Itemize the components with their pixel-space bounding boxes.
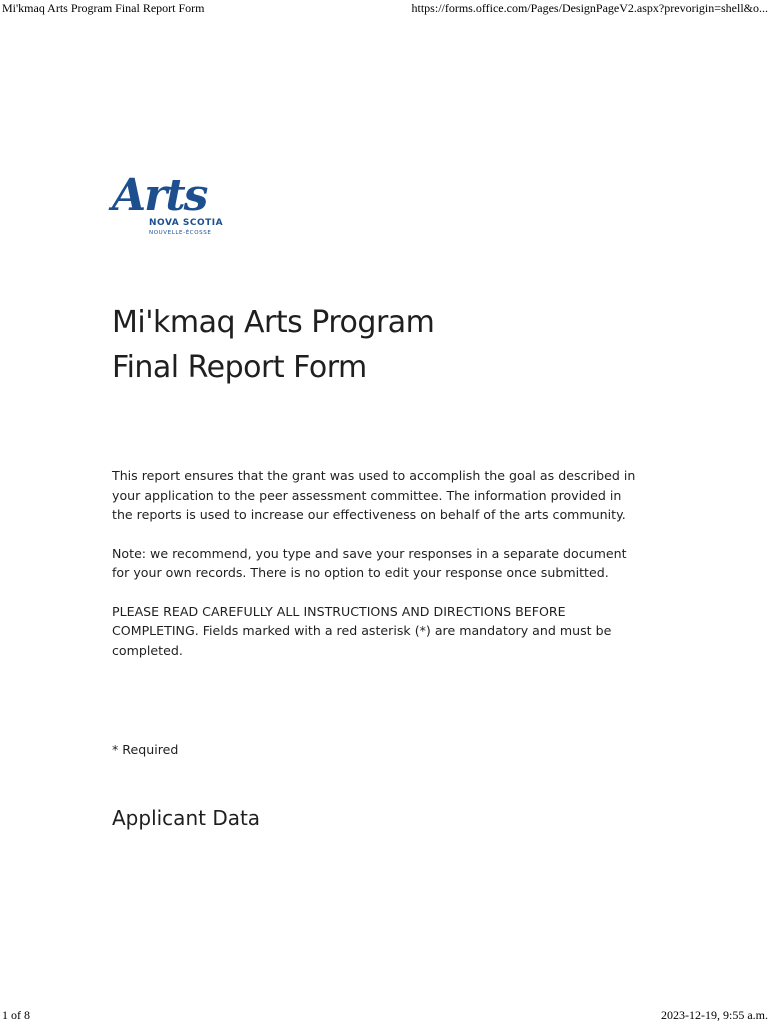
page-number: 1 of 8 bbox=[2, 1008, 30, 1022]
required-legend bbox=[112, 742, 178, 757]
print-footer bbox=[0, 1008, 770, 1023]
logo-subtitle-en: NOVA SCOTIA bbox=[149, 218, 224, 228]
form-description bbox=[112, 466, 642, 679]
arts-nova-scotia-logo bbox=[112, 170, 224, 240]
print-header-url: https://forms.office.com/Pages/DesignPageV2.aspx?prevorigin=shell&o... bbox=[411, 1, 768, 15]
required-asterisk: * bbox=[112, 742, 119, 757]
print-timestamp: 2023-12-19, 9:55 a.m. bbox=[661, 1008, 768, 1022]
description-paragraph: Note: we recommend, you type and save your responses in a separate document for your own records. There is no option to edit your response once submitted. bbox=[112, 545, 627, 580]
section-title-applicant-data: Applicant Data bbox=[112, 806, 261, 830]
logo-wordmark: Arts bbox=[112, 170, 207, 221]
print-header-title: Mi'kmaq Arts Program Final Report Form bbox=[2, 1, 205, 15]
form-title-line1: Mi'kmaq Arts Program bbox=[112, 305, 435, 340]
description-paragraph: PLEASE READ CAREFULLY ALL INSTRUCTIONS AND DIRECTIONS BEFORE COMPLETING. Fields marked with a red asterisk (*) are mandatory and must be completed. bbox=[112, 603, 612, 658]
form-title bbox=[112, 300, 434, 390]
print-header bbox=[0, 1, 770, 16]
form-title-line2: Final Report Form bbox=[112, 350, 367, 385]
required-label: Required bbox=[122, 742, 179, 757]
description-paragraph: This report ensures that the grant was used to accomplish the goal as described in your application to the peer assessment committee. The information provided in the reports is used to increase our effectiveness on behalf of the arts community. bbox=[112, 468, 636, 522]
logo-subtitle-fr: NOUVELLE-ÉCOSSE bbox=[149, 230, 212, 236]
